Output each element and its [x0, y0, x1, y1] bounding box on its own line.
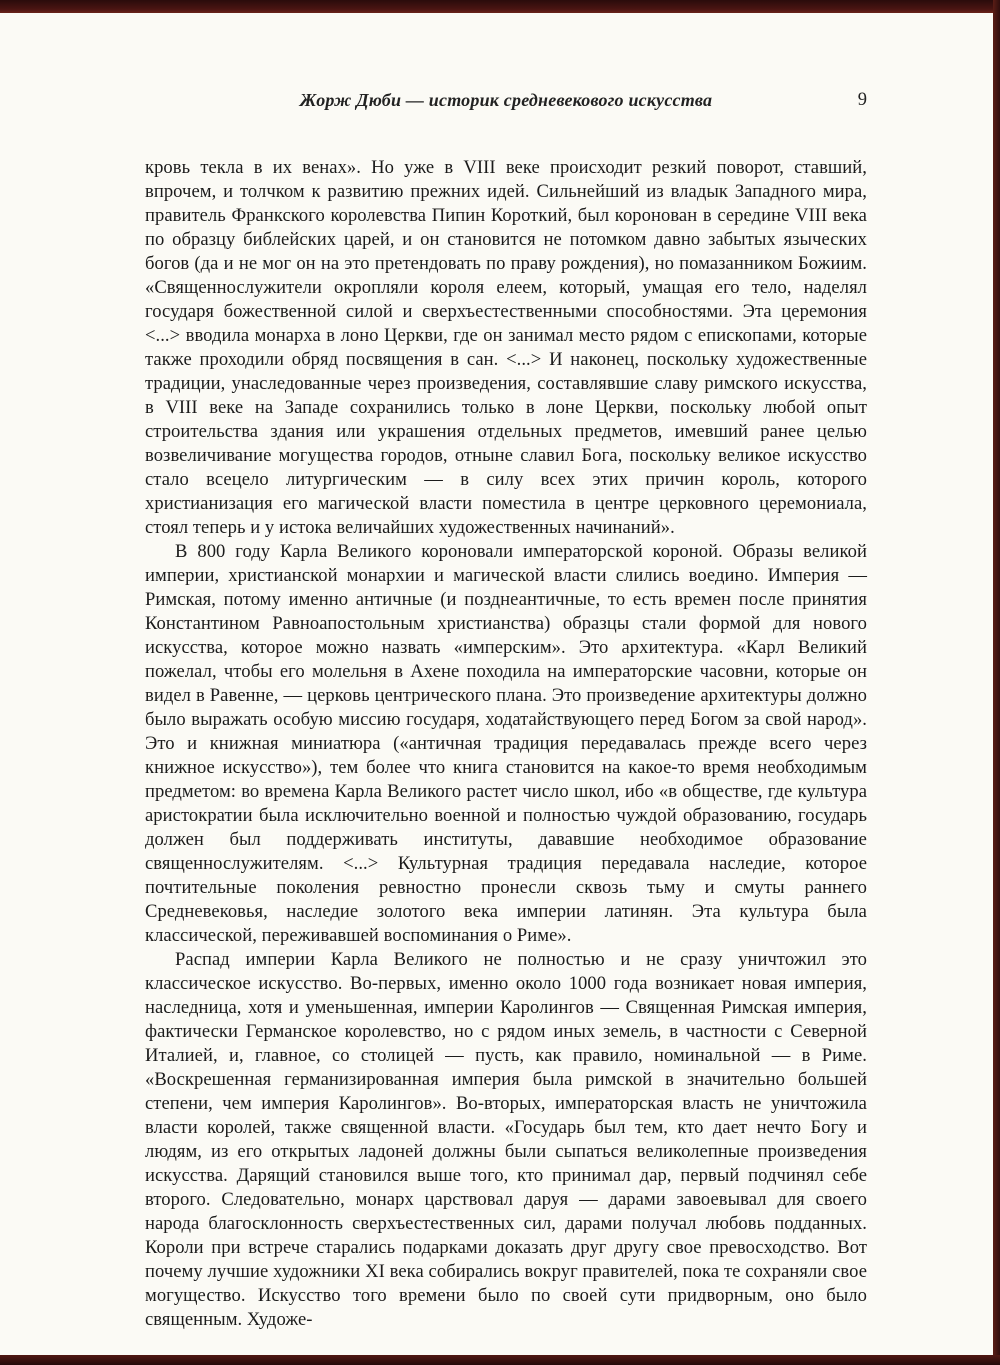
scan-edge-bottom: [0, 1355, 1000, 1365]
running-head: [145, 90, 867, 116]
scan-edge-right: [993, 0, 1000, 1365]
paragraph-1: кровь текла в их венах». Но уже в VIII веке происходит резкий поворот, ставший, впрочем, и толчком к развитию прежних идей. Сильнейший из владык Западного мира, правитель Франкского королевства Пипин Короткий, был коронован в середине VIII века по образцу библейских царей, и он становится не потомком давно забытых языческих богов (да и не мог он на это претендовать по праву рождения), но помазанником Божиим. «Священнослужители окропляли короля елеем, который, умащая его тело, наделял государя божественной силой и сверхъестественными способностями. Эта церемония <...> вводила монарха в лоно Церкви, где он занимал место рядом с епископами, которые также проходили обряд посвящения в сан. <...> И наконец, поскольку художественные традиции, унаследованные через произведения, составлявшие славу римского искусства, в VIII веке на Западе сохранились только в лоне Церкви, поскольку любой опыт строительства здания или украшения отдельных предметов, имевший ранее целью возвеличивание могущества городов, отныне славил Бога, поскольку великое искусство стало всецело литургическим — в силу всех этих причин король, которого христианизация его магической власти поместила в центре церковного церемониала, стоял теперь и у истока величайших художественных начинаний».: [145, 157, 867, 538]
body-text: [145, 156, 867, 1332]
paragraph-2: В 800 году Карла Великого короновали императорской короной. Образы великой империи, христианской монархии и магической власти слились воедино. Империя — Римская, потому именно античные (и позднеантичные, то есть времен после принятия Константином Равноапостольным христианства) образцы стали формой для нового искусства, которое можно назвать «имперским». Это архитектура. «Карл Великий пожелал, чтобы его молельня в Ахене походила на императорские часовни, которые он видел в Равенне, — церковь центрического плана. Это произведение архитектуры должно было выражать особую миссию государя, ходатайствующего перед Богом за свой народ». Это и книжная миниатюра («античная традиция передавалась прежде всего через книжное искусство»), тем более что книга становится на какое-то время необходимым предметом: во времена Карла Великого растет число школ, ибо «в обществе, где культура аристократии была исключительно военной и полностью чуждой образованию, государь должен был поддерживать институты, дававшие необходимое образование священнослужителям. <...> Культурная традиция передавала наследие, которое почтительные поколения ревностно пронесли сквозь тьму и смуты раннего Средневековья, наследие золотого века империи латинян. Эта культура была классической, переживавшей воспоминания о Риме».: [145, 541, 867, 946]
paragraph-3: Распад империи Карла Великого не полностью и не сразу уничтожил это классическое искусство. Во-первых, именно около 1000 года возникает новая империя, наследница, хотя и уменьшенная, империи Каролингов — Священная Римская империя, фактически Германское королевство, но с рядом иных земель, в частности с Северной Италией, и, главное, со столицей — пусть, как правило, номинальной — в Риме. «Воскрешенная германизированная империя была римской в значительно большей степени, чем империя Каролингов». Во-вторых, императорская власть не уничтожила власти королей, также священной власти. «Государь был тем, кто дает нечто Богу и людям, из его открытых ладоней должны были сыпаться великолепные произведения искусства. Дарящий становился выше того, кто принимал дар, первый подчинял себе второго. Следовательно, монарх царствовал даруя — дарами завоевывал для своего народа благосклонность сверхъестественных сил, дарами получал любовь подданных. Короли при встрече старались подарками доказать друг другу свое превосходство. Вот почему лучшие художники XI века собирались вокруг правителей, пока те сохраняли свое могущество. Искусство того времени было по своей сути придворным, оно было священным. Художе-: [145, 949, 867, 1330]
page-content: [145, 90, 867, 1332]
scan-edge-top: [0, 0, 1000, 13]
running-title: Жорж Дюби — историк средневекового искусства: [299, 90, 713, 110]
page-number: 9: [857, 90, 867, 110]
